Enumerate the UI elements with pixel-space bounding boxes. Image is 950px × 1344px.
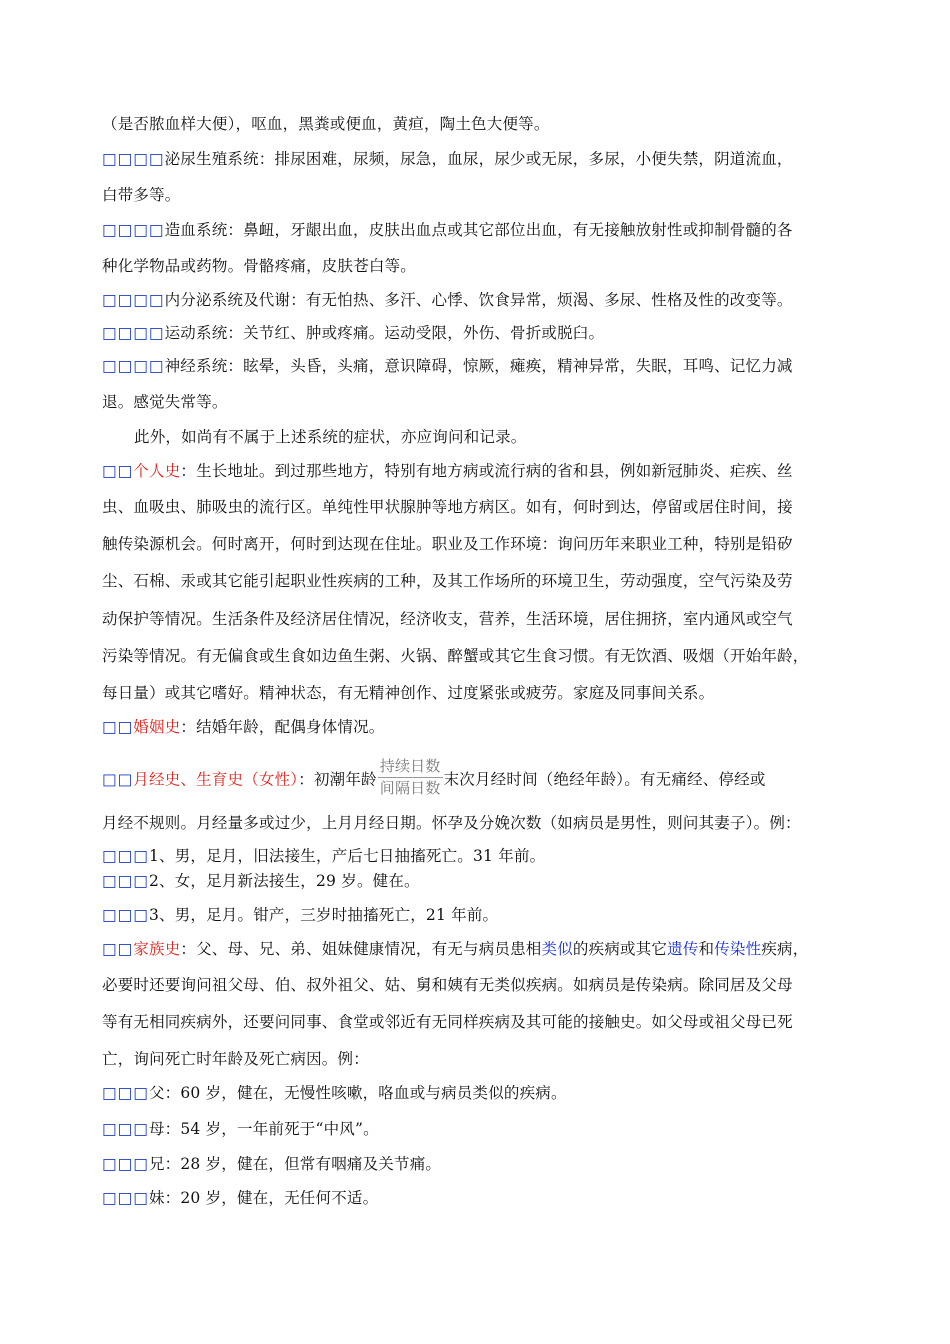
checkbox-placeholder: □□□ [102,1189,149,1207]
text-line [102,683,862,703]
checkbox-placeholder: □□□□ [102,150,165,168]
text-line [102,571,862,591]
text-line [102,609,862,629]
section-menstrual-history [102,757,862,801]
section-heading: 婚姻史 [133,718,181,736]
text: 种化学物品或药物。骨骼疼痛，皮肤苍白等。 [102,257,417,275]
checkbox-placeholder: □□ [102,940,134,958]
highlight-term: 类似 [541,940,573,958]
checkbox-placeholder: □□□ [102,1155,149,1173]
text-line [102,185,862,205]
text: 污染等情况。有无偏食或生食如边鱼生粥、火锅、醉蟹或其它生食习惯。有无饮酒、吸烟（开始年龄， [102,647,809,665]
text: 的疾病或其它 [572,940,668,958]
text: （是否脓血样大便），呕血，黑粪或便血，黄疸，陶土色大便等。 [102,115,550,133]
text: 内分泌系统及代谢：有无怕热、多汗、心悸、饮食异常，烦渴、多尿、性格及性的改变等。 [164,291,793,309]
checkbox-placeholder: □□□□ [102,221,165,239]
example-line [102,871,862,891]
text: 造血系统：鼻衄，牙龈出血，皮肤出血点或其它部位出血，有无接触放射性或抑制骨髓的各 [164,221,793,239]
checkbox-placeholder: □□ [102,462,134,480]
checkbox-placeholder: □□□ [102,1084,149,1102]
text: 亡，询问死亡时年龄及死亡病因。例： [102,1050,369,1068]
text-line [102,392,862,412]
text: 必要时还要询问祖父母、伯、叔外祖父、姑、舅和姨有无类似疾病。如病员是传染病。除同居及父母 [102,976,793,994]
checkbox-placeholder: □□□ [102,847,149,865]
checkbox-placeholder: □□ [102,718,134,736]
highlight-term: 传染性 [714,940,762,958]
text: 退。感觉失常等。 [102,393,228,411]
fraction-denominator: 间隔日数 [379,779,441,797]
text: 动保护等情况。生活条件及经济居住情况，经济收支，营养，生活环境，居住拥挤，室内通风或空气 [102,610,793,628]
text: 母：54 岁，一年前死于“中风”。 [148,1120,379,1138]
text-line [102,1012,862,1032]
text-line [102,813,862,833]
text: ：结婚年龄，配偶身体情况。 [180,718,385,736]
example-line [102,1083,862,1103]
example-line [102,905,862,925]
text-line [102,497,862,517]
section-family-history [102,939,862,959]
text: ：生长地址。到过那些地方，特别有地方病或流行病的省和县，例如新冠肺炎、疟疾、丝 [180,462,793,480]
text: 此外，如尚有不属于上述系统的症状，亦应询问和记录。 [134,428,527,446]
section-genitourinary [102,149,862,169]
checkbox-placeholder: □□□□ [102,357,165,375]
text: 2、女，足月新法接生，29 岁。健在。 [148,872,420,890]
example-line [102,1188,862,1208]
example-line [102,846,862,866]
section-nervous [102,356,862,376]
example-line [102,1119,862,1139]
text: 父：60 岁，健在，无慢性咳嗽，咯血或与病员类似的疾病。 [148,1084,567,1102]
fraction [378,757,443,798]
text: 每日量）或其它嗜好。精神状态，有无精神创作、过度紧张或疲劳。家庭及同事间关系。 [102,684,715,702]
checkbox-placeholder: □□□ [102,906,149,924]
checkbox-placeholder: □□ [102,770,134,789]
text-line [102,646,862,666]
text: 3、男，足月。钳产，三岁时抽搐死亡，21 年前。 [148,906,499,924]
text-line [102,256,862,276]
section-personal-history [102,461,862,481]
text: 神经系统：眩晕，头昏，头痛，意识障碍，惊厥，瘫痪，精神异常，失眠，耳鸣、记忆力减 [164,357,793,375]
text: 尘、石棉、汞或其它能引起职业性疾病的工种，及其工作场所的环境卫生，劳动强度，空气污染及劳 [102,572,793,590]
checkbox-placeholder: □□□ [102,872,149,890]
section-heading: 月经史、生育史（女性） [133,770,299,789]
text-line [134,427,894,447]
text: 运动系统：关节红、肿或疼痛。运动受限，外伤、骨折或脱臼。 [164,324,605,342]
section-heading: 家族史 [133,940,181,958]
text-line [102,975,862,995]
text: 兄：28 岁，健在，但常有咽痛及关节痛。 [148,1155,442,1173]
text: 白带多等。 [102,186,181,204]
section-endocrine [102,290,862,310]
text-line [102,114,862,134]
text: 虫、血吸虫、肺吸虫的流行区。单纯性甲状腺肿等地方病区。如有，何时到达，停留或居住时间，接 [102,498,793,516]
text: 疾病， [761,940,809,958]
section-hematopoietic [102,220,862,240]
text: 和 [698,940,715,958]
text: 妹：20 岁，健在，无任何不适。 [148,1189,379,1207]
highlight-term: 遗传 [667,940,699,958]
section-heading: 个人史 [133,462,181,480]
section-marital-history [102,717,862,737]
text-line [102,1049,862,1069]
fraction-numerator: 持续日数 [378,757,443,778]
text: 月经不规则。月经量多或过少，上月月经日期。怀孕及分娩次数（如病员是男性，则问其妻子）。例： [102,814,801,832]
checkbox-placeholder: □□□□ [102,324,165,342]
checkbox-placeholder: □□□□ [102,291,165,309]
text: ：父、母、兄、弟、姐妹健康情况，有无与病员患相 [180,940,542,958]
text: 1、男，足月，旧法接生，产后七日抽搐死亡。31 年前。 [148,847,546,865]
example-line [102,1154,862,1174]
text-line [102,534,862,554]
text: 末次月经时间（绝经年龄）。有无痛经、停经或 [443,770,766,789]
text: 泌尿生殖系统：排尿困难，尿频，尿急，血尿，尿少或无尿，多尿，小便失禁，阴道流血， [164,150,793,168]
text: 触传染源机会。何时离开，何时到达现在住址。职业及工作环境：询问历年来职业工种，特别是铅矽 [102,535,793,553]
text: ：初潮年龄 [298,770,377,789]
checkbox-placeholder: □□□ [102,1120,149,1138]
text: 等有无相同疾病外，还要问同事、食堂或邻近有无同样疾病及其可能的接触史。如父母或祖父母已死 [102,1013,793,1031]
section-motor [102,323,862,343]
